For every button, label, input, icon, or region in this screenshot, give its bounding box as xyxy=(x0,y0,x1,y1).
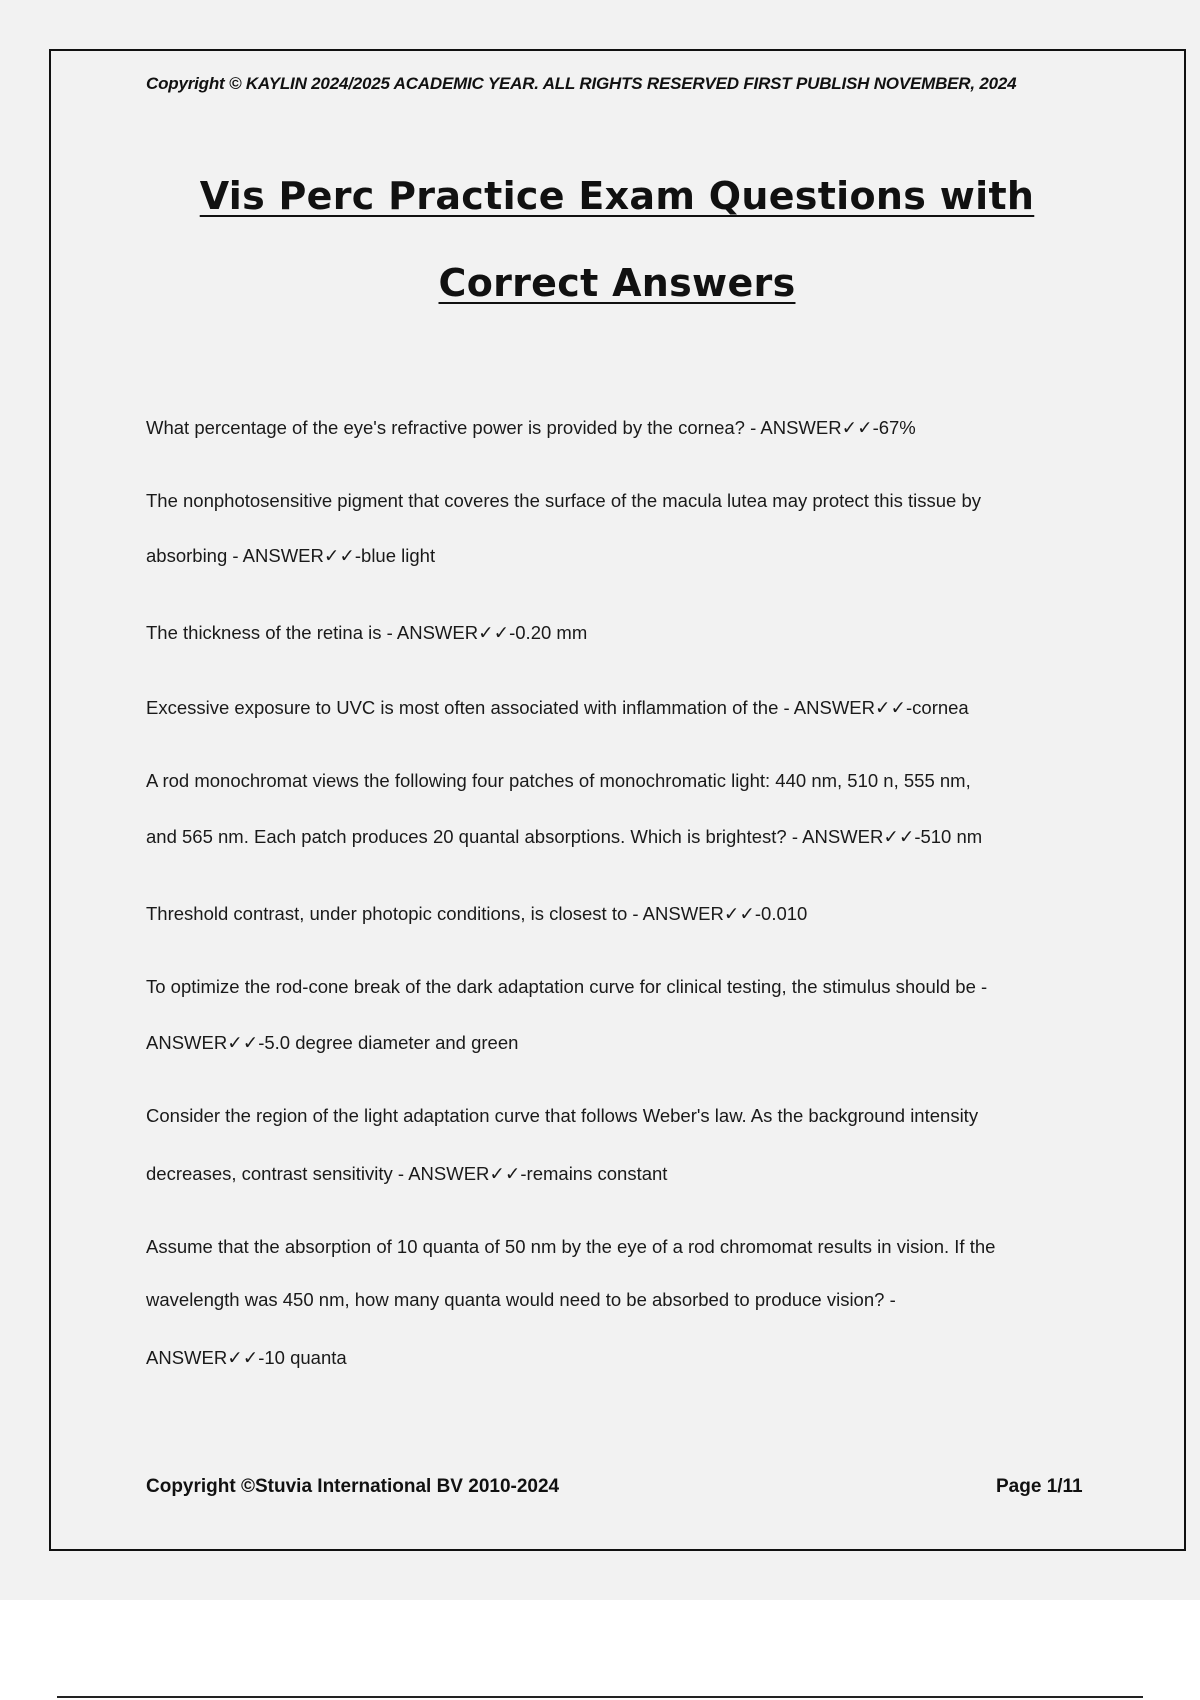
qa-line: The nonphotosensitive pigment that coveres the surface of the macula lutea may protect this tissue by xyxy=(146,490,982,511)
document-title-line-1 xyxy=(100,174,1134,218)
qa-line: Assume that the absorption of 10 quanta of 50 nm by the eye of a rod chromomat results in vision. If the xyxy=(146,1236,996,1257)
qa-line: To optimize the rod-cone break of the dark adaptation curve for clinical testing, the stimulus should be - xyxy=(146,976,988,997)
qa-line: ANSWER✓✓-10 quanta xyxy=(146,1347,347,1368)
title-line-1-text: Vis Perc Practice Exam Questions with xyxy=(199,174,1035,218)
qa-line: The thickness of the retina is - ANSWER✓✓-0.20 mm xyxy=(146,622,588,643)
page-number: Page 1/11 xyxy=(996,1476,1083,1497)
qa-line: What percentage of the eye's refractive power is provided by the cornea? - ANSWER✓✓-67% xyxy=(146,417,916,438)
qa-line: A rod monochromat views the following four patches of monochromatic light: 440 nm, 510 n, 555 nm, xyxy=(146,770,971,791)
document-title-line-2 xyxy=(100,261,1134,305)
qa-line: ANSWER✓✓-5.0 degree diameter and green xyxy=(146,1032,519,1053)
next-page-divider xyxy=(57,1696,1143,1698)
header-copyright: Copyright © KAYLIN 2024/2025 ACADEMIC YEAR. ALL RIGHTS RESERVED FIRST PUBLISH NOVEMBER, 2024 xyxy=(146,74,1017,93)
title-line-2-text: Correct Answers xyxy=(438,261,796,305)
qa-line: Excessive exposure to UVC is most often associated with inflammation of the - ANSWER✓✓-cornea xyxy=(146,697,969,718)
qa-line: Threshold contrast, under photopic conditions, is closest to - ANSWER✓✓-0.010 xyxy=(146,903,808,924)
footer-copyright: Copyright ©Stuvia International BV 2010-2024 xyxy=(146,1476,560,1497)
qa-line: and 565 nm. Each patch produces 20 quantal absorptions. Which is brightest? - ANSWER✓✓-510 nm xyxy=(146,826,983,847)
qa-line: wavelength was 450 nm, how many quanta would need to be absorbed to produce vision? - xyxy=(146,1289,896,1310)
qa-line: Consider the region of the light adaptation curve that follows Weber's law. As the background intensity xyxy=(146,1105,979,1126)
qa-line: decreases, contrast sensitivity - ANSWER✓✓-remains constant xyxy=(146,1163,668,1184)
qa-line: absorbing - ANSWER✓✓-blue light xyxy=(146,545,436,566)
